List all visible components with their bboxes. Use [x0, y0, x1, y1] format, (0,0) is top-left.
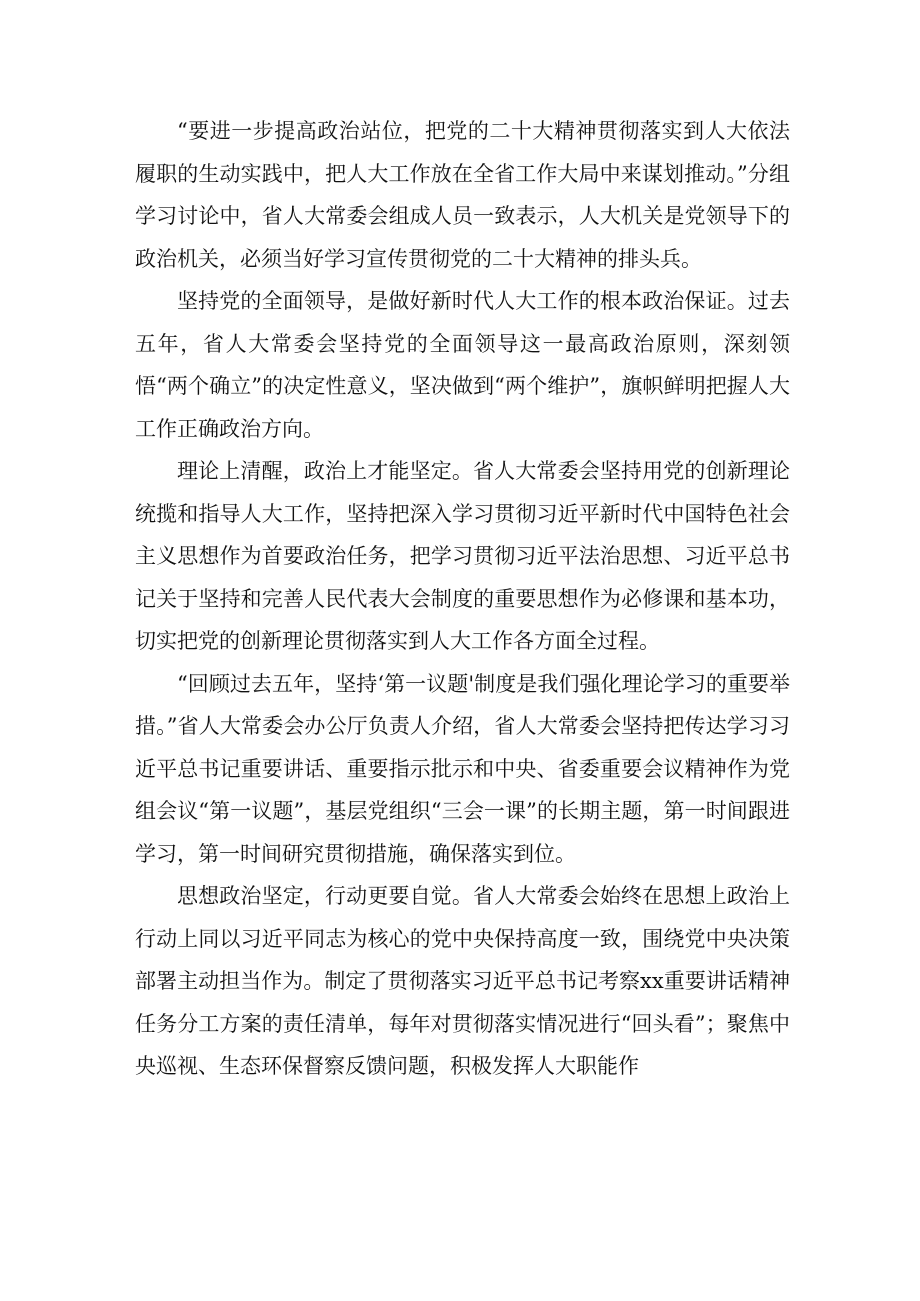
paragraph-3: 理论上清醒，政治上才能坚定。省人大常委会坚持用党的创新理论统揽和指导人大工作，坚持把深入学习贯彻习近平新时代中国特色社会主义思想作为首要政治任务，把学习贯彻习近平法治思想、习近平总书记关于坚持和完善人民代表大会制度的重要思想作为必修课和基本功，切实把党的创新理论贯彻落实到人大工作各方面全过程。	[135, 459, 790, 653]
document-body	[135, 110, 790, 1088]
paragraph-4: “回顾过去五年，坚持‘第一议题'制度是我们强化理论学习的重要举措。”省人大常委会办公厅负责人介绍，省人大常委会坚持把传达学习习近平总书记重要讲话、重要指示批示和中央、省委重要会议精神作为党组会议“第一议题”，基层党组织“三会一课”的长期主题，第一时间跟进学习，第一时间研究贯彻措施，确保落实到位。	[135, 671, 790, 866]
paragraph-2: 坚持党的全面领导，是做好新时代人大工作的根本政治保证。过去五年，省人大常委会坚持党的全面领导这一最高政治原则，深刻领悟“两个确立”的决定性意义，坚决做到“两个维护”，旗帜鲜明把握人大工作正确政治方向。	[135, 289, 790, 441]
paragraph-1: “要进一步提高政治站位，把党的二十大精神贯彻落实到人大依法履职的生动实践中，把人大工作放在全省工作大局中来谋划推动。”分组学习讨论中，省人大常委会组成人员一致表示，人大机关是党领导下的政治机关，必须当好学习宣传贯彻党的二十大精神的排头兵。	[135, 119, 790, 271]
paragraph-5: 思想政治坚定，行动更要自觉。省人大常委会始终在思想上政治上行动上同以习近平同志为核心的党中央保持高度一致，围绕党中央决策部署主动担当作为。制定了贯彻落实习近平总书记考察xx重要讲话精神任务分工方案的责任清单，每年对贯彻落实情况进行“回头看”；聚焦中央巡视、生态环保督察反馈问题，积极发挥人大职能作	[135, 884, 790, 1078]
